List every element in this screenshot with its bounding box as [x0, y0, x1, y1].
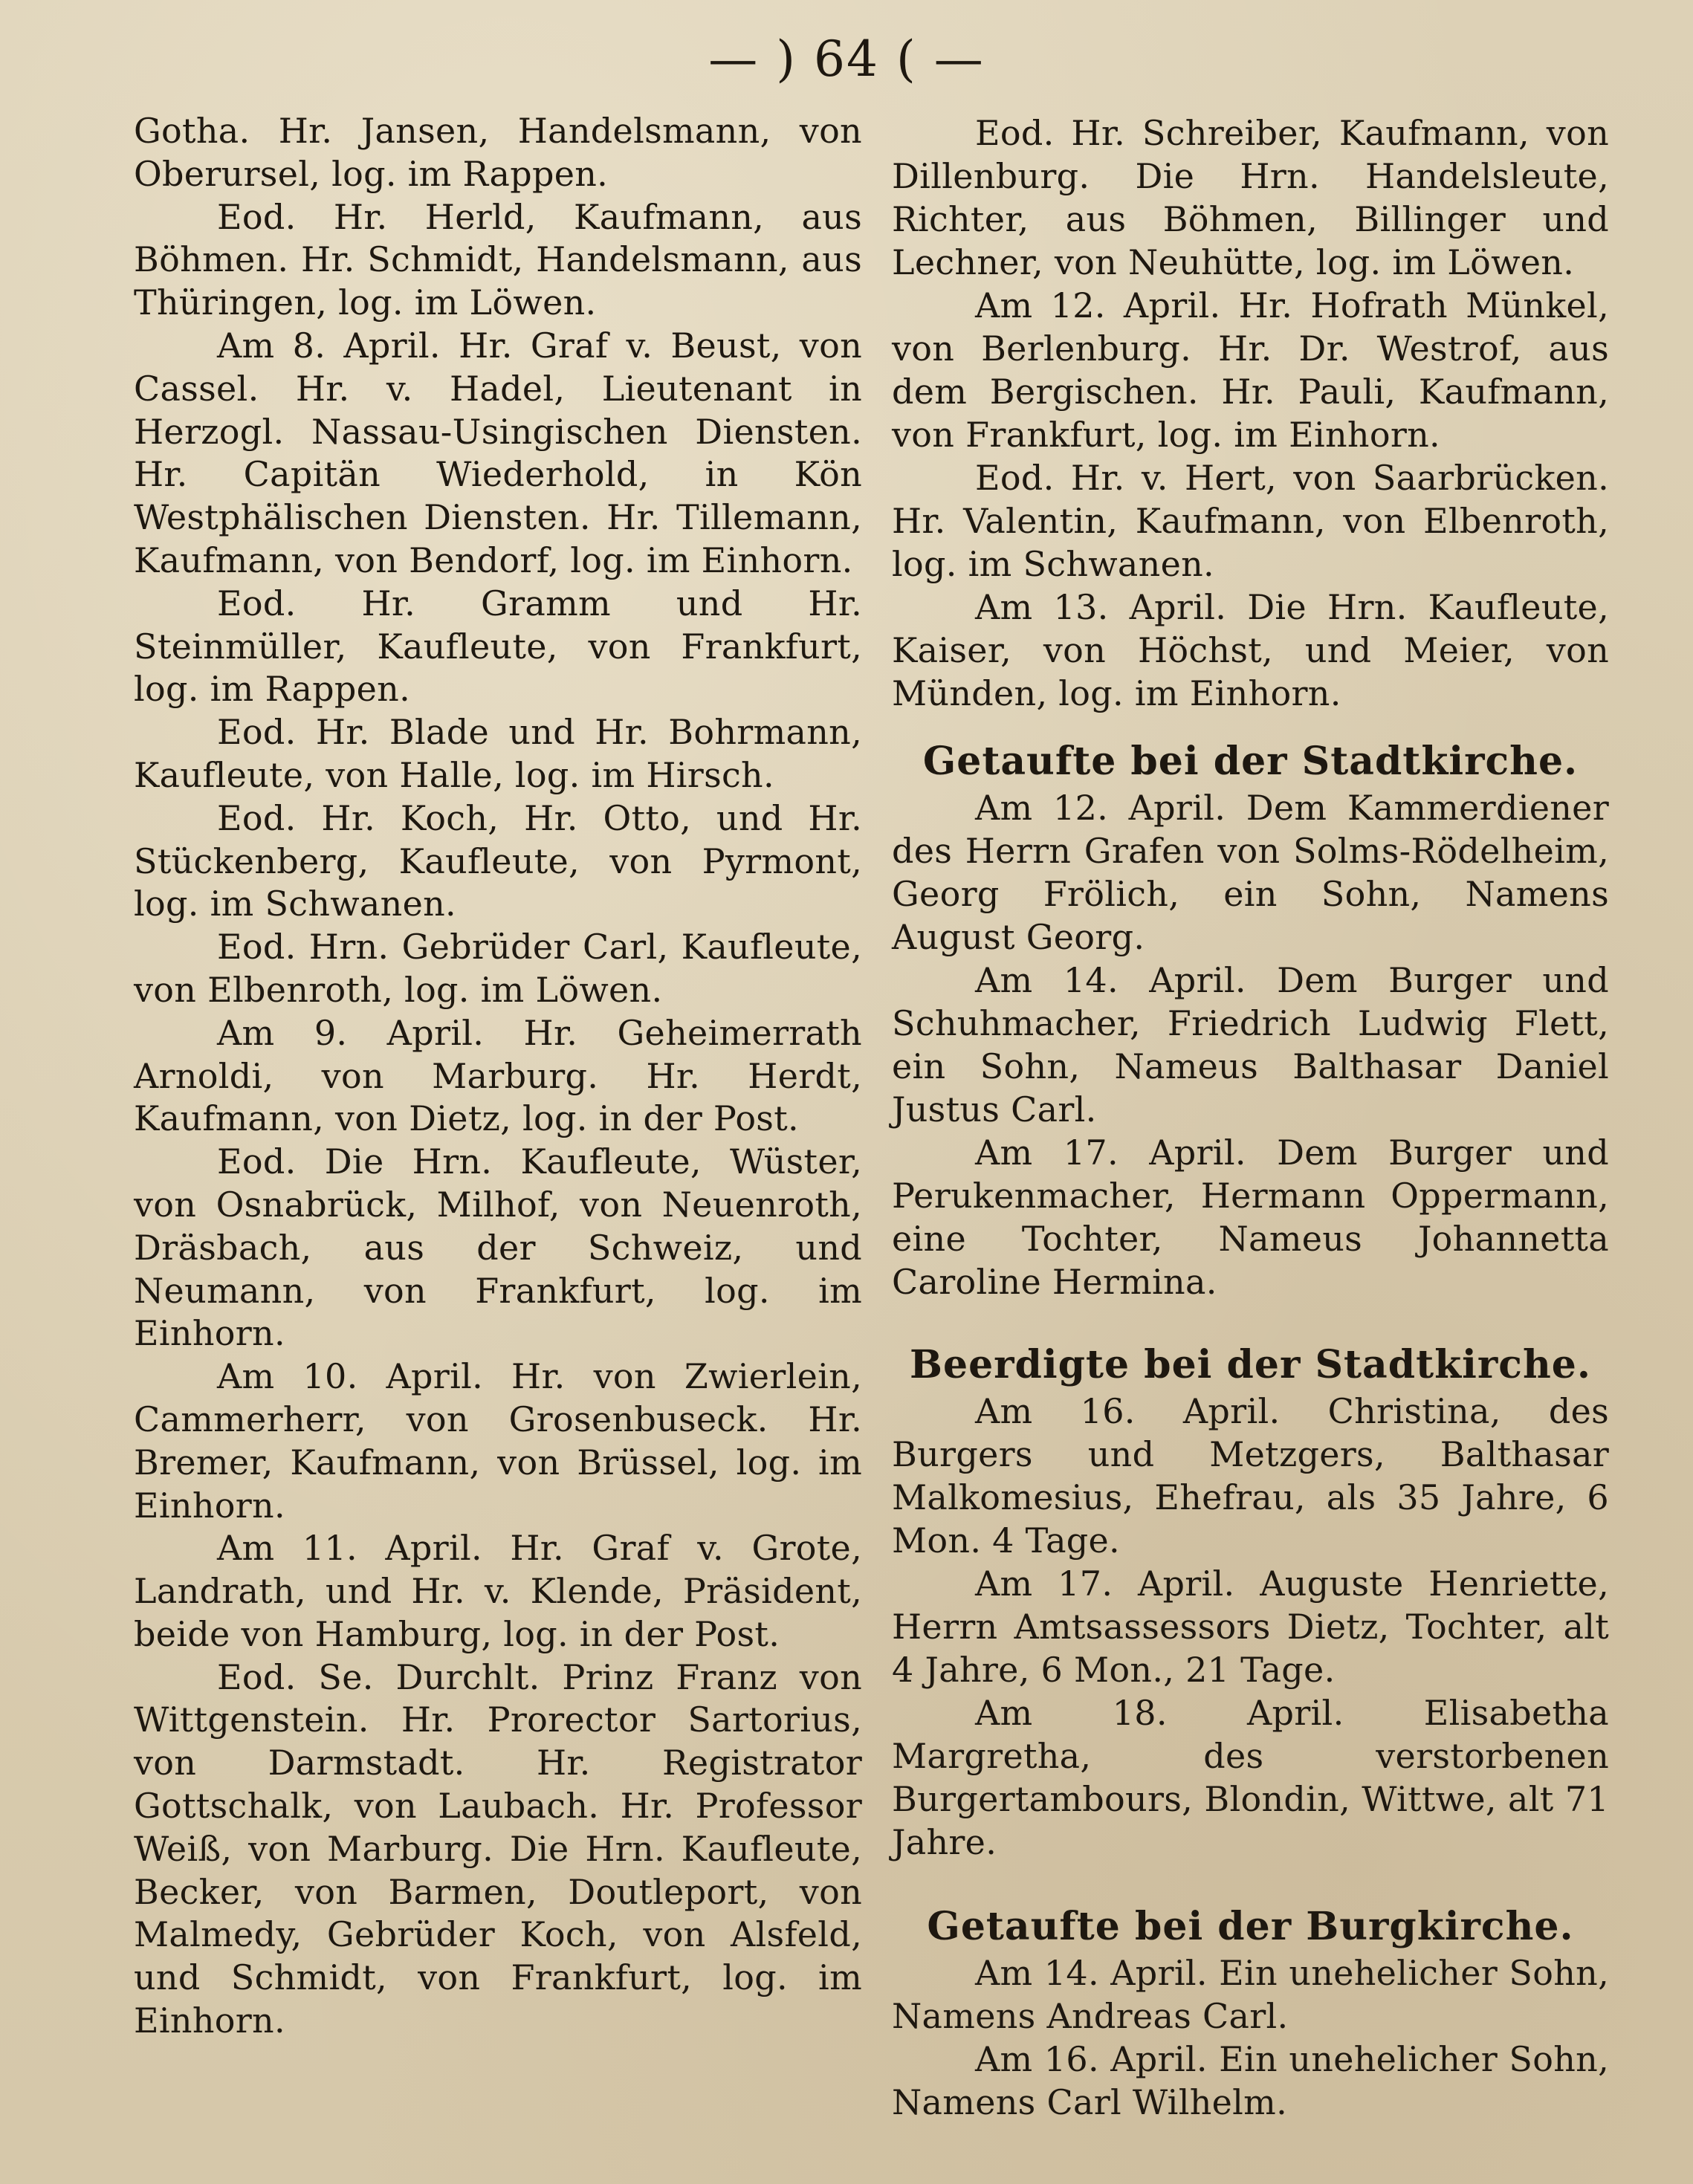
entry-paragraph: Am 14. April. Ein unehelicher Sohn, Namens Andreas Carl.: [892, 1953, 1609, 2036]
entry-paragraph: Am 9. April. Hr. Geheimerrath Arnoldi, von Marburg. Hr. Herdt, Kaufmann, von Dietz, log. in der Post.: [134, 1012, 862, 1139]
entry-paragraph: Am 10. April. Hr. von Zwierlein, Cammerherr, von Grosenbuseck. Hr. Bremer, Kaufmann, von Brüssel, log. im Einhorn.: [134, 1356, 862, 1526]
entry-paragraph: Am 16. April. Christina, des Burgers und Metzgers, Balthasar Malkomesius, Ehefrau, als 35 Jahre, 6 Mon. 4 Tage.: [892, 1391, 1609, 1561]
entry-paragraph: Am 16. April. Ein unehelicher Sohn, Namens Carl Wilhelm.: [892, 2039, 1609, 2122]
entry-paragraph: Am 13. April. Die Hrn. Kaufleute, Kaiser, von Höchst, und Meier, von Münden, log. im Einhorn.: [892, 587, 1609, 713]
entry-paragraph: Am 12. April. Dem Kammerdiener des Herrn Grafen von Solms-Rödelheim, Georg Frölich, ein Sohn, Namens August Georg.: [892, 788, 1609, 957]
entry-paragraph: Eod. Se. Durchlt. Prinz Franz von Wittgenstein. Hr. Prorector Sartorius, von Darmstadt. Hr. Registrator Gottschalk, von Laubach. Hr. Professor Weiß, von Marburg. Die Hrn. Kaufleute, Becker, von Barmen, Doutleport, von Malmedy, Gebrüder Koch, von Alsfeld, und Schmidt, von Frankfurt, log. im Einhorn.: [134, 1656, 862, 2041]
entry-paragraph: Eod. Hrn. Gebrüder Carl, Kaufleute, von Elbenroth, log. im Löwen.: [134, 927, 862, 1010]
entry-paragraph: Eod. Hr. Koch, Hr. Otto, und Hr. Stückenberg, Kaufleute, von Pyrmont, log. im Schwanen.: [134, 797, 862, 924]
entry-paragraph: Am 17. April. Dem Burger und Perukenmacher, Hermann Oppermann, eine Tochter, Nameus Johannetta Caroline Hermina.: [892, 1132, 1609, 1302]
entry-paragraph: Am 17. April. Auguste Henriette, Herrn Amtsassessors Dietz, Tochter, alt 4 Jahre, 6 Mon., 21 Tage.: [892, 1564, 1609, 1690]
section-heading-baptized-burgkirche: Getaufte bei der Burgkirche.: [927, 1904, 1574, 1949]
left-column: [134, 110, 862, 2043]
section-heading-baptized-stadtkirche: Getaufte bei der Stadtkirche.: [922, 739, 1579, 784]
entry-paragraph: Am 12. April. Hr. Hofrath Münkel, von Berlenburg. Hr. Dr. Westrof, aus dem Bergischen. Hr. Pauli, Kaufmann, von Frankfurt, log. im Einhorn.: [892, 285, 1609, 455]
entry-paragraph: Am 11. April. Hr. Graf v. Grote, Landrath, und Hr. v. Klende, Präsident, beide von Hamburg, log. in der Post.: [134, 1528, 862, 1654]
right-column: [892, 111, 1609, 2124]
section-heading-buried-stadtkirche: Beerdigte bei der Stadtkirche.: [910, 1342, 1591, 1387]
entry-paragraph: Gotha. Hr. Jansen, Handelsmann, von Oberursel, log. im Rappen.: [134, 111, 862, 194]
entry-paragraph: Eod. Hr. Herld, Kaufmann, aus Böhmen. Hr. Schmidt, Handelsmann, aus Thüringen, log. im Löwen.: [134, 196, 862, 323]
entry-paragraph: Eod. Hr. Schreiber, Kaufmann, von Dillenburg. Die Hrn. Handelsleute, Richter, aus Böhmen, Billinger und Lechner, von Neuhütte, log. im Löwen.: [892, 113, 1609, 282]
entry-paragraph: Eod. Die Hrn. Kaufleute, Wüster, von Osnabrück, Milhof, von Neuenroth, Dräsbach, aus der Schweiz, und Neumann, von Frankfurt, log. im Einhorn.: [134, 1141, 862, 1354]
page-number-header: — ) 64 ( —: [708, 30, 985, 88]
entry-paragraph: Eod. Hr. Blade und Hr. Bohrmann, Kaufleute, von Halle, log. im Hirsch.: [134, 712, 862, 795]
entry-paragraph: Eod. Hr. Gramm und Hr. Steinmüller, Kaufleute, von Frankfurt, log. im Rappen.: [134, 583, 862, 710]
entry-paragraph: Am 14. April. Dem Burger und Schuhmacher, Friedrich Ludwig Flett, ein Sohn, Nameus Balthasar Daniel Justus Carl.: [892, 960, 1609, 1130]
entry-paragraph: Am 8. April. Hr. Graf v. Beust, von Cassel. Hr. v. Hadel, Lieutenant in Herzogl. Nassau-Usingischen Diensten. Hr. Capitän Wiederhold, in Kön Westphälischen Diensten. Hr. Tillemann, Kaufmann, von Bendorf, log. im Einhorn.: [134, 325, 862, 580]
entry-paragraph: Eod. Hr. v. Hert, von Saarbrücken. Hr. Valentin, Kaufmann, von Elbenroth, log. im Schwanen.: [892, 458, 1609, 584]
entry-paragraph: Am 18. April. Elisabetha Margretha, des verstorbenen Burgertambours, Blondin, Wittwe, alt 71 Jahre.: [892, 1693, 1609, 1862]
